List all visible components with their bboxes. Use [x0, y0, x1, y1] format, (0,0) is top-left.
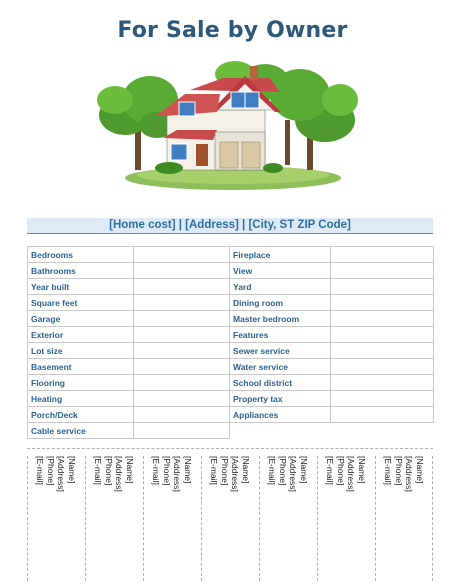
- tear-off-address: [Address]: [404, 456, 415, 492]
- tear-off-tab: [143, 456, 196, 581]
- tear-off-address: [Address]: [346, 456, 357, 492]
- tear-off-name: [Name]: [183, 456, 193, 484]
- tear-off-email: [E-mail]: [325, 456, 336, 485]
- tear-off-address: [Address]: [56, 456, 67, 492]
- feature-label: Square feet: [28, 295, 134, 311]
- feature-value: [331, 391, 434, 407]
- feature-label: Water service: [230, 359, 331, 375]
- feature-row: [28, 311, 434, 327]
- house-with-trees-icon: [95, 60, 360, 195]
- cut-line: [27, 448, 433, 449]
- feature-label: Fireplace: [230, 247, 331, 263]
- feature-label: [230, 423, 331, 439]
- feature-value: [331, 247, 434, 263]
- tear-off-email: [E-mail]: [93, 456, 104, 485]
- tear-off-contact: [323, 456, 367, 500]
- tear-off-contact: [265, 456, 309, 500]
- tab-separator: [317, 456, 318, 581]
- feature-value: [134, 311, 230, 327]
- feature-value: [331, 343, 434, 359]
- features-table: [27, 246, 434, 439]
- feature-label: Garage: [28, 311, 134, 327]
- tear-off-address: [Address]: [288, 456, 299, 492]
- feature-value: [331, 263, 434, 279]
- tear-off-tab: [317, 456, 370, 581]
- tear-off-tab: [201, 456, 254, 581]
- feature-value: [134, 391, 230, 407]
- tab-separator: [432, 456, 433, 581]
- tab-separator: [27, 456, 28, 581]
- feature-row: [28, 359, 434, 375]
- tear-off-email: [E-mail]: [383, 456, 394, 485]
- tear-off-tabs: [27, 456, 433, 581]
- tear-off-address: [Address]: [114, 456, 125, 492]
- tear-off-address: [Address]: [172, 456, 183, 492]
- feature-row: [28, 391, 434, 407]
- tear-off-address: [Address]: [230, 456, 241, 492]
- feature-label: View: [230, 263, 331, 279]
- tear-off-phone: [Phone]: [162, 456, 172, 486]
- feature-row: [28, 247, 434, 263]
- address-line: [Home cost] | [Address] | [City, ST ZIP Code]: [27, 218, 433, 234]
- feature-value: [134, 295, 230, 311]
- feature-value: [331, 311, 434, 327]
- feature-value: [134, 327, 230, 343]
- feature-label: Exterior: [28, 327, 134, 343]
- tear-off-name: [Name]: [299, 456, 309, 484]
- tear-off-name: [Name]: [67, 456, 77, 484]
- feature-row: [28, 375, 434, 391]
- tear-off-contact: [149, 456, 193, 500]
- tab-separator: [85, 456, 86, 581]
- feature-label: Bedrooms: [28, 247, 134, 263]
- feature-label: School district: [230, 375, 331, 391]
- tear-off-tab: [27, 456, 80, 581]
- feature-value: [134, 343, 230, 359]
- feature-value: [134, 247, 230, 263]
- tear-off-contact: [381, 456, 425, 500]
- tear-off-name: [Name]: [415, 456, 425, 484]
- feature-label: Appliances: [230, 407, 331, 423]
- feature-row: [28, 407, 434, 423]
- feature-value: [331, 295, 434, 311]
- feature-row: [28, 423, 434, 439]
- tear-off-contact: [207, 456, 251, 500]
- tear-off-tab: [375, 456, 428, 581]
- tear-off-name: [Name]: [357, 456, 367, 484]
- tear-off-phone: [Phone]: [278, 456, 288, 486]
- page-title: For Sale by Owner: [117, 18, 348, 43]
- feature-value: [331, 375, 434, 391]
- feature-value: [134, 407, 230, 423]
- feature-label: Basement: [28, 359, 134, 375]
- feature-label: Master bedroom: [230, 311, 331, 327]
- feature-value: [134, 423, 230, 439]
- feature-label: Bathrooms: [28, 263, 134, 279]
- feature-label: Porch/Deck: [28, 407, 134, 423]
- tear-off-phone: [Phone]: [336, 456, 346, 486]
- feature-value: [134, 279, 230, 295]
- tear-off-name: [Name]: [241, 456, 251, 484]
- feature-row: [28, 263, 434, 279]
- tear-off-tab: [85, 456, 138, 581]
- feature-label: Yard: [230, 279, 331, 295]
- feature-value: [331, 279, 434, 295]
- tear-off-phone: [Phone]: [46, 456, 56, 486]
- tab-separator: [201, 456, 202, 581]
- tear-off-email: [E-mail]: [35, 456, 46, 485]
- feature-label: Year built: [28, 279, 134, 295]
- tear-off-email: [E-mail]: [267, 456, 278, 485]
- feature-value: [331, 327, 434, 343]
- feature-value: [134, 359, 230, 375]
- feature-label: Heating: [28, 391, 134, 407]
- tear-off-phone: [Phone]: [104, 456, 114, 486]
- feature-value: [134, 375, 230, 391]
- feature-row: [28, 327, 434, 343]
- feature-value: [331, 407, 434, 423]
- feature-label: Dining room: [230, 295, 331, 311]
- feature-value: [331, 359, 434, 375]
- feature-label: Features: [230, 327, 331, 343]
- feature-value: [331, 423, 434, 439]
- feature-row: [28, 279, 434, 295]
- feature-row: [28, 295, 434, 311]
- feature-value: [134, 263, 230, 279]
- tear-off-contact: [91, 456, 135, 500]
- tear-off-phone: [Phone]: [220, 456, 230, 486]
- tear-off-name: [Name]: [125, 456, 135, 484]
- tear-off-contact: [33, 456, 77, 500]
- feature-label: Sewer service: [230, 343, 331, 359]
- feature-label: Cable service: [28, 423, 134, 439]
- feature-row: [28, 343, 434, 359]
- tear-off-email: [E-mail]: [151, 456, 162, 485]
- tab-separator: [143, 456, 144, 581]
- tear-off-phone: [Phone]: [394, 456, 404, 486]
- tab-separator: [375, 456, 376, 581]
- tear-off-tab: [259, 456, 312, 581]
- tear-off-email: [E-mail]: [209, 456, 220, 485]
- feature-label: Flooring: [28, 375, 134, 391]
- tab-separator: [259, 456, 260, 581]
- feature-label: Lot size: [28, 343, 134, 359]
- feature-label: Property tax: [230, 391, 331, 407]
